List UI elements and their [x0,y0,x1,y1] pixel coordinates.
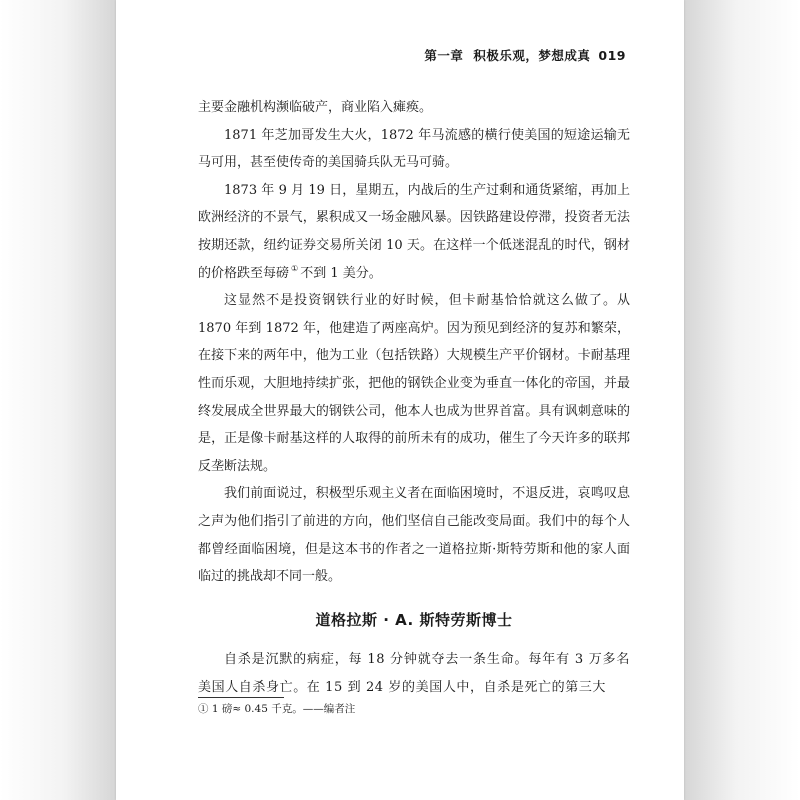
paragraph [198,177,630,287]
paragraph-text: 不到 1 美分。 [300,265,382,281]
running-header [424,46,626,64]
footnote: ① 1 磅≈ 0.45 千克。——编者注 [198,703,356,715]
body-text [198,94,630,702]
paragraph: 1871 年芝加哥发生大火，1872 年马流感的横行使美国的短途运输无马可用，甚至使传奇的美国骑兵队无马可骑。 [198,127,630,171]
page-shadow-right [684,0,800,800]
section-heading: 道格拉斯 · A. 斯特劳斯博士 [315,610,513,629]
paragraph: 主要金融机构濒临破产，商业陷入瘫痪。 [198,100,433,115]
page-shadow-left [0,0,116,800]
header-title: 积极乐观，梦想成真 [473,48,591,63]
book-page [116,0,684,800]
paragraph: 我们前面说过，积极型乐观主义者在面临困境时，不退反进，哀鸣叹息之声为他们指引了前进的方向，他们坚信自己能改变局面。我们中的每个人都曾经面临困境，但是这本书的作者之一道格拉斯·斯特劳斯和他的家人面临过的挑战却不同一般。 [198,486,630,585]
page-number: 019 [598,48,626,63]
footnote-divider [198,697,284,698]
footnote-marker[interactable]: ① [291,263,299,273]
header-chapter: 第一章 [424,48,464,63]
paragraph: 这显然不是投资钢铁行业的好时候，但卡耐基恰恰就这么做了。从 1870 年到 1872 年，他建造了两座高炉。因为预见到经济的复苏和繁荣，在接下来的两年中，他为工业（包括铁路）大规模生产平价钢材。卡耐基理性而乐观，大胆地持续扩张，把他的钢铁企业变为垂直一体化的帝国，并最终发展成全世界最大的钢铁公司，他本人也成为世界首富。具有讽刺意味的是，正是像卡耐基这样的人取得的前所未有的成功，催生了今天许多的联邦反垄断法规。 [198,293,630,474]
paragraph: 自杀是沉默的病症，每 18 分钟就夺去一条生命。每年有 3 万多名美国人自杀身亡。在 15 到 24 岁的美国人中，自杀是死亡的第三大 [198,652,630,696]
paragraph-text: 1873 年 9 月 19 日，星期五，内战后的生产过剩和通货紧缩，再加上欧洲经济的不景气，累积成又一场金融风暴。因铁路建设停滞，投资者无法按期还款，纽约证券交易所关闭 10 天。在这样一个低迷混乱的时代，钢材的价格跌至每磅 [198,182,630,281]
